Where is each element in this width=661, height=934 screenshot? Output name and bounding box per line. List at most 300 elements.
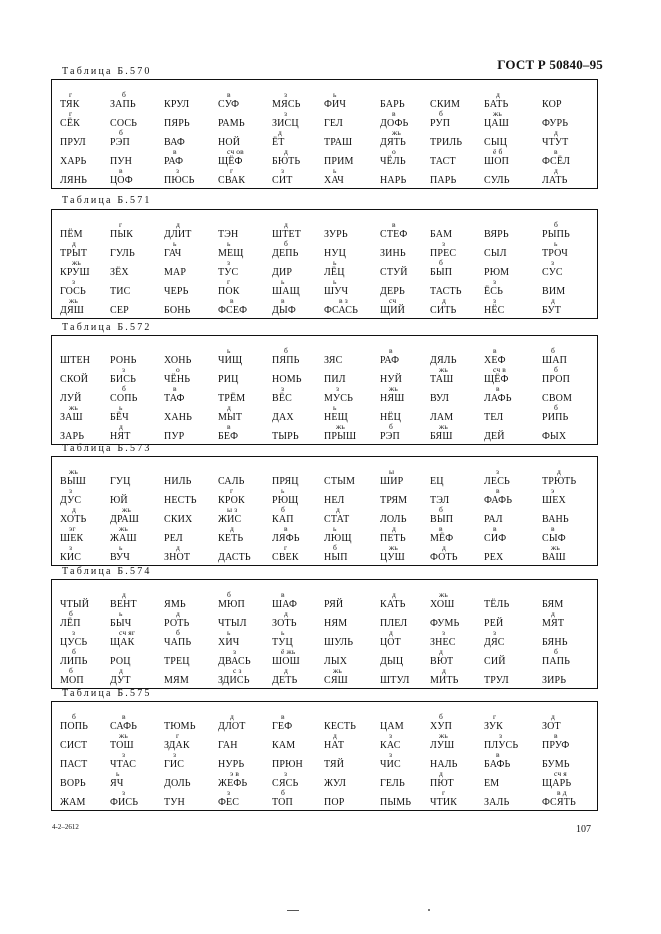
- syllable-cell: [430, 731, 455, 751]
- page-number: 107: [576, 824, 591, 835]
- phonetic-mark: з: [122, 750, 126, 759]
- syllable-cell: [430, 760, 458, 770]
- syllable-word: ЖАШ: [110, 533, 137, 544]
- syllable-cell: [542, 609, 565, 629]
- phonetic-mark: в: [173, 147, 177, 156]
- syllable-word: ЦОФ: [110, 175, 133, 186]
- syllable-word: ЖЕФЬ: [218, 778, 248, 789]
- syllable-cell: [272, 505, 294, 525]
- syllable-word: ГЕЛ: [324, 118, 343, 129]
- syllable-cell: [272, 666, 298, 686]
- syllable-word: КИС: [60, 552, 82, 563]
- syllable-cell: [484, 268, 509, 278]
- syllable-word: ВЫП: [430, 514, 454, 525]
- syllable-word: ЛЮЩ: [324, 533, 352, 544]
- syllable-cell: [324, 722, 356, 732]
- syllable-cell: [110, 220, 134, 240]
- syllable-word: ЛАМ: [430, 412, 454, 423]
- syllable-word: ШТЕТ: [272, 229, 302, 240]
- syllable-word: ПЛЕЛ: [380, 618, 408, 629]
- syllable-word: ВАФ: [164, 137, 185, 148]
- syllable-cell: [272, 769, 299, 789]
- syllable-cell: [484, 176, 510, 186]
- syllable-table: [51, 579, 598, 689]
- syllable-word: ЦАМ: [380, 721, 404, 732]
- table-row: [52, 424, 597, 442]
- syllable-cell: [218, 769, 248, 789]
- phonetic-mark: ь: [333, 277, 337, 286]
- syllable-cell: [164, 779, 191, 789]
- table-row: [52, 260, 597, 278]
- syllable-word: ЧТЫЛ: [218, 618, 247, 629]
- table-row: [52, 733, 597, 751]
- syllable-word: ЩАРЬ: [542, 778, 572, 789]
- phonetic-mark: ь: [281, 628, 285, 637]
- syllable-cell: [484, 230, 509, 240]
- syllable-word: РЕХ: [484, 552, 504, 563]
- syllable-word: ГУЛЬ: [110, 248, 135, 259]
- syllable-word: ТЭН: [218, 229, 239, 240]
- syllable-word: КЕТЬ: [218, 533, 244, 544]
- syllable-word: СИТЬ: [430, 305, 457, 316]
- table-row: [52, 611, 597, 629]
- syllable-word: ЖИС: [218, 514, 242, 525]
- phonetic-mark: г: [69, 109, 73, 118]
- phonetic-mark: б: [551, 346, 555, 355]
- phonetic-mark: з: [72, 277, 76, 286]
- phonetic-mark: жь: [439, 731, 448, 740]
- syllable-cell: [324, 157, 354, 167]
- phonetic-mark: д: [496, 90, 500, 99]
- syllable-cell: [218, 590, 245, 610]
- syllable-cell: [324, 524, 352, 544]
- syllable-cell: [110, 128, 130, 148]
- syllable-cell: [164, 239, 182, 259]
- syllable-word: ТРЫТ: [60, 248, 88, 259]
- syllable-word: ЧТУТ: [542, 137, 569, 148]
- phonetic-mark: жь: [122, 505, 131, 514]
- syllable-word: КАС: [380, 740, 401, 751]
- syllable-word: КОР: [542, 99, 562, 110]
- syllable-word: МУСЬ: [324, 393, 353, 404]
- syllable-word: ПЫМЬ: [380, 797, 412, 808]
- syllable-cell: [110, 287, 130, 297]
- table-row: [52, 526, 597, 544]
- syllable-word: ЛЁЦ: [324, 267, 345, 278]
- phonetic-mark: з: [72, 628, 76, 637]
- syllable-cell: [380, 750, 401, 770]
- syllable-word: ДРАШ: [110, 514, 140, 525]
- syllable-word: ЦОТ: [380, 637, 401, 648]
- table-row: [52, 405, 597, 423]
- syllable-cell: [430, 157, 456, 167]
- syllable-cell: [60, 403, 83, 423]
- phonetic-mark: з: [69, 486, 73, 495]
- syllable-cell: [380, 676, 410, 686]
- syllable-word: ФОТЬ: [430, 552, 458, 563]
- phonetic-mark: д: [176, 543, 180, 552]
- syllable-word: СУС: [542, 267, 563, 278]
- syllable-word: РУП: [430, 118, 451, 129]
- syllable-cell: [430, 394, 449, 404]
- phonetic-mark: в: [284, 524, 288, 533]
- syllable-cell: [430, 422, 453, 442]
- syllable-word: ФСАСЬ: [324, 305, 358, 316]
- syllable-word: ХОШ: [430, 599, 455, 610]
- phonetic-mark: сч в: [493, 365, 506, 374]
- syllable-word: ЗУК: [484, 721, 503, 732]
- phonetic-mark: д: [442, 666, 446, 675]
- phonetic-mark: д: [554, 166, 558, 175]
- phonetic-mark: д: [176, 609, 180, 618]
- table-caption: Таблица Б.573: [62, 443, 152, 454]
- syllable-cell: [60, 741, 87, 751]
- phonetic-mark: в: [551, 524, 555, 533]
- syllable-cell: [164, 119, 190, 129]
- syllable-cell: [164, 287, 189, 297]
- phonetic-mark: ь: [281, 277, 285, 286]
- syllable-word: РИПЬ: [542, 412, 569, 423]
- phonetic-mark: з: [176, 166, 180, 175]
- syllable-word: НЕСТЬ: [164, 495, 197, 506]
- syllable-word: ЗАПЬ: [110, 99, 136, 110]
- syllable-word: ВУЧ: [110, 552, 130, 563]
- syllable-word: ПЯРЬ: [164, 118, 190, 129]
- syllable-cell: [324, 90, 347, 110]
- syllable-cell: [484, 798, 509, 808]
- syllable-word: ЛЫХ: [324, 656, 348, 667]
- table-row: [52, 386, 597, 404]
- syllable-word: ДАСТЬ: [218, 552, 251, 563]
- syllable-word: ХИЧ: [218, 637, 240, 648]
- syllable-word: НЯТ: [110, 431, 131, 442]
- syllable-word: ГАЧ: [164, 248, 182, 259]
- syllable-word: РИЦ: [218, 374, 239, 385]
- phonetic-mark: д: [392, 590, 396, 599]
- syllable-cell: [110, 384, 138, 404]
- syllable-word: ШАФ: [272, 599, 298, 610]
- phonetic-mark: б: [122, 384, 126, 393]
- syllable-word: ГАН: [218, 740, 238, 751]
- syllable-word: ДЕЙ: [484, 431, 505, 442]
- syllable-word: ФИЧ: [324, 99, 347, 110]
- syllable-word: БАФЬ: [484, 759, 511, 770]
- syllable-cell: [164, 600, 186, 610]
- syllable-word: РЭП: [110, 137, 130, 148]
- syllable-cell: [110, 524, 137, 544]
- phonetic-mark: б: [69, 609, 73, 618]
- syllable-cell: [380, 384, 405, 404]
- syllable-cell: [484, 657, 506, 667]
- syllable-cell: [380, 422, 400, 442]
- syllable-word: НОЙ: [218, 137, 241, 148]
- syllable-word: ЧТИК: [430, 797, 458, 808]
- syllable-word: СТАТ: [324, 514, 350, 525]
- syllable-cell: [110, 268, 129, 278]
- syllable-word: ЁТ: [272, 137, 285, 148]
- syllable-cell: [484, 676, 509, 686]
- syllable-word: РАМЬ: [218, 118, 245, 129]
- phonetic-mark: э: [551, 486, 555, 495]
- table-row: [52, 630, 597, 648]
- syllable-cell: [272, 477, 299, 487]
- syllable-word: ЗОТ: [542, 721, 561, 732]
- syllable-word: ВАНЬ: [542, 514, 569, 525]
- syllable-cell: [484, 147, 509, 167]
- syllable-word: ХАНЬ: [164, 412, 193, 423]
- syllable-word: КРУЛ: [164, 99, 190, 110]
- syllable-cell: [218, 788, 240, 808]
- syllable-word: ПРУЛ: [60, 137, 86, 148]
- syllable-word: ЗОТЬ: [272, 618, 297, 629]
- phonetic-mark: з: [499, 731, 503, 740]
- syllable-word: ЗИРЬ: [542, 675, 567, 686]
- syllable-word: ТРАШ: [324, 137, 353, 148]
- syllable-word: БАРЬ: [380, 99, 405, 110]
- syllable-word: КАП: [272, 514, 294, 525]
- syllable-word: ФСЕФ: [218, 305, 248, 316]
- syllable-word: СЕР: [110, 305, 129, 316]
- phonetic-mark: ь: [281, 486, 285, 495]
- syllable-word: ДЯШ: [60, 305, 85, 316]
- phonetic-mark: д: [554, 128, 558, 137]
- syllable-word: ЧЁЛЬ: [380, 156, 406, 167]
- syllable-word: КАМ: [272, 740, 296, 751]
- phonetic-mark: жь: [69, 403, 78, 412]
- phonetic-mark: д: [284, 609, 288, 618]
- syllable-word: ЗАШ: [60, 412, 83, 423]
- syllable-word: ДУС: [60, 495, 82, 506]
- phonetic-mark: б: [69, 666, 73, 675]
- syllable-word: ВОРЬ: [60, 778, 86, 789]
- phonetic-mark: в: [281, 590, 285, 599]
- syllable-word: ЁСЬ: [484, 286, 503, 297]
- syllable-word: ДЛИТ: [164, 229, 192, 240]
- syllable-word: ЕЦ: [430, 476, 444, 487]
- syllable-cell: [484, 413, 503, 423]
- syllable-cell: [272, 788, 293, 808]
- phonetic-mark: д: [389, 628, 393, 637]
- phonetic-mark: жь: [493, 109, 502, 118]
- syllable-cell: [542, 403, 569, 423]
- syllable-word: ПОПЬ: [60, 721, 89, 732]
- syllable-cell: [542, 432, 566, 442]
- table-row: [52, 367, 597, 385]
- phonetic-mark: г: [119, 220, 123, 229]
- syllable-cell: [542, 467, 577, 487]
- phonetic-mark: в: [554, 147, 558, 156]
- syllable-cell: [542, 239, 568, 259]
- syllable-word: ЩАК: [110, 637, 135, 648]
- syllable-word: РЭП: [380, 431, 400, 442]
- phonetic-mark: ь: [333, 524, 337, 533]
- syllable-word: СТУЙ: [380, 267, 408, 278]
- syllable-word: ТЯК: [60, 99, 80, 110]
- syllable-cell: [60, 666, 84, 686]
- syllable-word: СВОМ: [542, 393, 573, 404]
- syllable-word: СИФ: [484, 533, 507, 544]
- syllable-cell: [272, 543, 299, 563]
- syllable-word: ВЮТ: [430, 656, 454, 667]
- syllable-word: ВУЛ: [430, 393, 450, 404]
- syllable-word: НИЛЬ: [164, 476, 192, 487]
- phonetic-mark: з: [227, 258, 231, 267]
- syllable-word: ЦУШ: [380, 552, 405, 563]
- syllable-cell: [484, 628, 505, 648]
- syllable-word: МЕЩ: [218, 248, 244, 259]
- table-row: [52, 222, 597, 240]
- phonetic-mark: о: [176, 365, 180, 374]
- phonetic-mark: д: [333, 731, 337, 740]
- syllable-cell: [60, 486, 82, 506]
- phonetic-mark: д: [284, 147, 288, 156]
- syllable-cell: [218, 712, 246, 732]
- table-row: [52, 714, 597, 732]
- phonetic-mark: з: [122, 365, 126, 374]
- syllable-cell: [380, 268, 408, 278]
- syllable-cell: [324, 356, 342, 366]
- phonetic-mark: д: [551, 296, 555, 305]
- phonetic-mark: б: [554, 647, 558, 656]
- table-row: [52, 545, 597, 563]
- syllable-cell: [380, 176, 406, 186]
- syllable-cell: [60, 176, 87, 186]
- syllable-table: [51, 79, 598, 189]
- syllable-word: ДЫФ: [272, 305, 296, 316]
- syllable-cell: [430, 100, 460, 110]
- syllable-word: ТРЯМ: [380, 495, 408, 506]
- syllable-word: ТУС: [218, 267, 239, 278]
- syllable-word: ПРИМ: [324, 156, 354, 167]
- syllable-word: НУЙ: [380, 374, 402, 385]
- phonetic-mark: б: [333, 543, 337, 552]
- syllable-cell: [272, 384, 292, 404]
- phonetic-mark: д: [72, 505, 76, 514]
- table-row: [52, 279, 597, 297]
- syllable-word: БЫП: [430, 267, 453, 278]
- phonetic-mark: д: [284, 666, 288, 675]
- syllable-word: НЕЩ: [324, 412, 348, 423]
- syllable-cell: [542, 731, 570, 751]
- syllable-cell: [484, 600, 509, 610]
- phonetic-mark: з: [551, 258, 555, 267]
- syllable-word: ДЕТЬ: [272, 675, 298, 686]
- syllable-cell: [218, 346, 243, 366]
- syllable-word: ВЕНТ: [110, 599, 137, 610]
- syllable-cell: [380, 467, 404, 487]
- syllable-cell: [110, 788, 139, 808]
- syllable-cell: [218, 666, 250, 686]
- syllable-cell: [272, 128, 285, 148]
- syllable-table: [51, 456, 598, 566]
- syllable-word: ДАХ: [272, 412, 294, 423]
- syllable-word: СИСТ: [60, 740, 88, 751]
- syllable-word: ПАПЬ: [542, 656, 571, 667]
- table-caption: Таблица Б.572: [62, 322, 152, 333]
- phonetic-mark: в: [281, 296, 285, 305]
- phonetic-mark: о: [392, 147, 396, 156]
- syllable-cell: [110, 543, 130, 563]
- syllable-word: НЁЦ: [380, 412, 402, 423]
- syllable-word: ТУН: [164, 797, 185, 808]
- phonetic-mark: в: [496, 486, 500, 495]
- syllable-cell: [542, 100, 562, 110]
- syllable-cell: [60, 157, 86, 167]
- syllable-cell: [380, 628, 401, 648]
- phonetic-mark: з: [69, 543, 73, 552]
- syllable-cell: [272, 166, 293, 186]
- phonetic-mark: ь: [227, 346, 231, 355]
- syllable-word: БАМ: [430, 229, 453, 240]
- syllable-word: ПЕТЬ: [380, 533, 406, 544]
- syllable-cell: [430, 138, 462, 148]
- syllable-cell: [110, 90, 136, 110]
- syllable-word: ШЕК: [60, 533, 84, 544]
- phonetic-mark: з: [442, 239, 446, 248]
- syllable-cell: [324, 798, 344, 808]
- syllable-cell: [218, 90, 240, 110]
- syllable-word: ХАЧ: [324, 175, 344, 186]
- syllable-word: МАР: [164, 267, 187, 278]
- syllable-word: ХЕФ: [484, 355, 506, 366]
- syllable-word: МОП: [60, 675, 84, 686]
- syllable-cell: [110, 306, 129, 316]
- table-row: [52, 488, 597, 506]
- phonetic-mark: в: [122, 712, 126, 721]
- phonetic-mark: сч ов: [227, 147, 244, 156]
- syllable-word: НЯШ: [380, 393, 405, 404]
- syllable-cell: [542, 486, 566, 506]
- phonetic-mark: д: [230, 712, 234, 721]
- syllable-word: РОНЬ: [110, 355, 137, 366]
- phonetic-mark: эг: [69, 524, 76, 533]
- phonetic-mark: з: [284, 109, 288, 118]
- syllable-cell: [60, 356, 90, 366]
- phonetic-mark: жь: [119, 524, 128, 533]
- table-row: [52, 469, 597, 487]
- syllable-cell: [60, 647, 88, 667]
- syllable-word: НЁС: [484, 305, 505, 316]
- syllable-cell: [164, 166, 195, 186]
- syllable-cell: [542, 166, 568, 186]
- syllable-cell: [324, 422, 357, 442]
- syllable-word: КЕСТЬ: [324, 721, 357, 732]
- phonetic-mark: жь: [72, 258, 81, 267]
- syllable-word: ЗНЕС: [430, 637, 456, 648]
- syllable-word: ТРЁМ: [218, 393, 246, 404]
- phonetic-mark: б: [281, 505, 285, 514]
- syllable-cell: [324, 230, 348, 240]
- syllable-word: БЯНЬ: [542, 637, 568, 648]
- phonetic-mark: в: [281, 712, 285, 721]
- phonetic-mark: д: [336, 505, 340, 514]
- syllable-word: ПЮТ: [430, 778, 454, 789]
- syllable-word: СЯСЬ: [272, 778, 299, 789]
- syllable-word: НУРЬ: [218, 759, 245, 770]
- phonetic-mark: в: [392, 109, 396, 118]
- syllable-word: МЯМ: [164, 675, 189, 686]
- syllable-word: РЮМ: [484, 267, 510, 278]
- syllable-word: РЯЙ: [324, 599, 344, 610]
- syllable-word: ШОП: [484, 156, 509, 167]
- phonetic-mark: ы з: [227, 505, 238, 514]
- syllable-word: ДЛОТ: [218, 721, 246, 732]
- phonetic-mark: г: [230, 486, 234, 495]
- syllable-cell: [542, 543, 566, 563]
- syllable-word: СИЙ: [484, 656, 506, 667]
- syllable-word: ХУП: [430, 721, 452, 732]
- syllable-word: СЯШ: [324, 675, 348, 686]
